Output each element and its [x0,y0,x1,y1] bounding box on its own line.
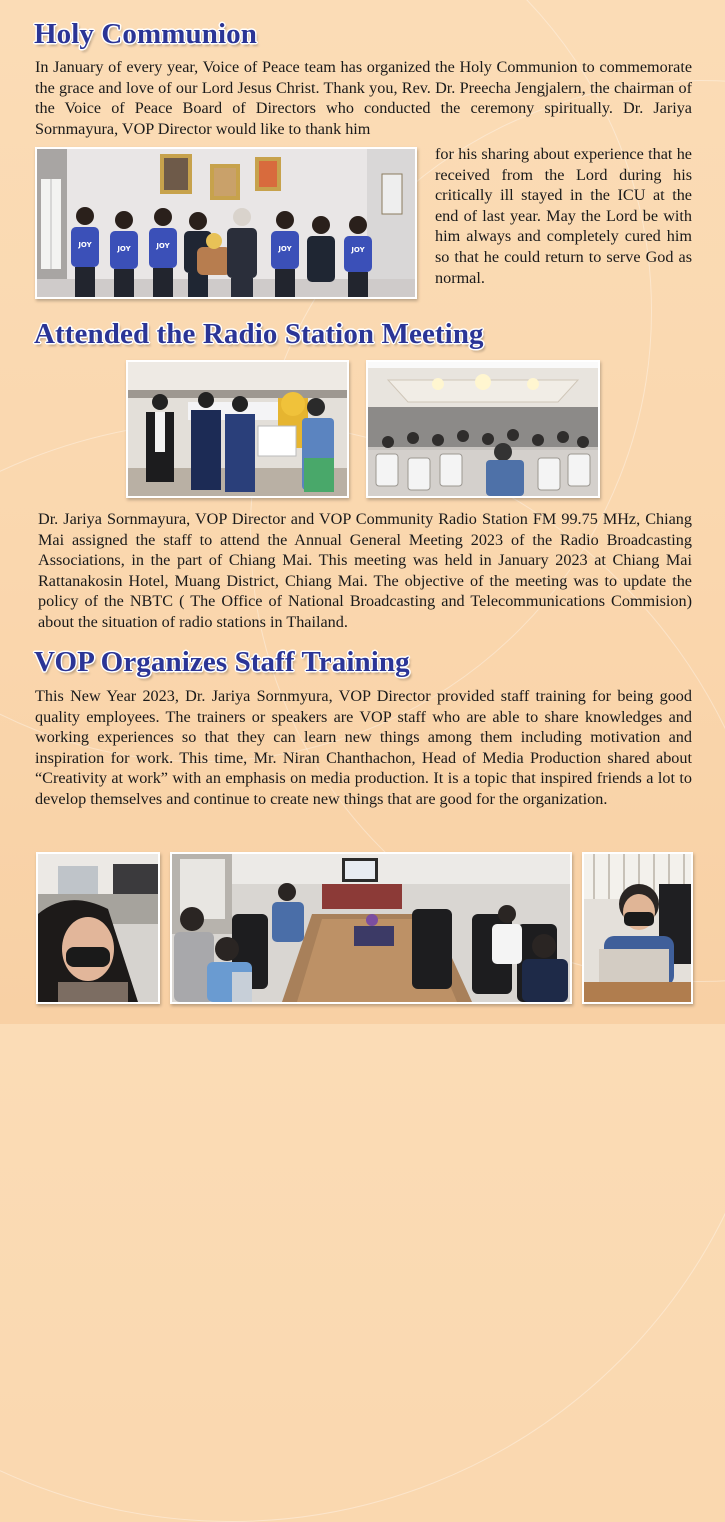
staff-training-selfie-photo [36,852,160,1004]
holy-communion-group-photo [35,147,417,299]
staff-training-speaker-photo [582,852,693,1004]
shirt-joy-text: JOY [278,245,292,253]
radio-meeting-certificate-photo [126,360,349,498]
radio-meeting-body: Dr. Jariya Sornmayura, VOP Director and VOP Community Radio Station FM 99.75 MHz, Chiang Mai assigned the staff to attend the Annual General Meeting 2023 of the Radio Broadcasting Associations, in the part of Chiang Mai. This meeting was held in January 2023 at Chiang Mai Rattanakosin Hotel, Muang District, Chiang Mai. The objective of the meeting was to update the policy of the NBTC ( The Office of National Broadcasting and Telecommunications Commision) about the situation of radio stations in Thailand. [38,510,692,631]
section-title-radio-meeting: Attended the Radio Station Meeting [34,318,484,350]
section-title-staff-training: VOP Organizes Staff Training [34,646,410,678]
shirt-joy-text: JOY [156,242,170,250]
shirt-joy-text: JOY [117,245,131,253]
shirt-joy-text: JOY [78,241,92,249]
holy-communion-intro: In January of every year, Voice of Peace team has organized the Holy Communion to commemorate the grace and love of our Lord Jesus Christ. Thank you, Rev. Dr. Preecha Jengjalern, the chairman of the Voice of Peace Board of Directors who conducted the ceremony spiritually. Dr. Jariya Sornmayura, VOP Director would like to thank him [35,58,692,138]
staff-training-meeting-room-photo [170,852,572,1004]
radio-meeting-hall-photo [366,360,600,498]
shirt-joy-text: JOY [351,246,365,254]
staff-training-body: This New Year 2023, Dr. Jariya Sornmyura, VOP Director provided staff training for being good quality employees. The trainers or speakers are VOP staff who are able to share knowledges and working experiences so that they can learn new things among them including motivation and inspiration for work. This time, Mr. Niran Chanthachon, Head of Media Production shared about “Creativity at work” with an emphasis on media production. It is a topic that inspired friends a lot to develop themselves and continue to create new things that are good for the organization. [35,687,692,808]
holy-communion-wrap-text: for his sharing about experience that he received from the Lord during his critically ill stayed in the ICU at the end of last year. May the Lord be with him always and completely cured him so that he could return to serve God as normal. [435,145,692,287]
section-title-holy-communion: Holy Communion [34,18,257,50]
